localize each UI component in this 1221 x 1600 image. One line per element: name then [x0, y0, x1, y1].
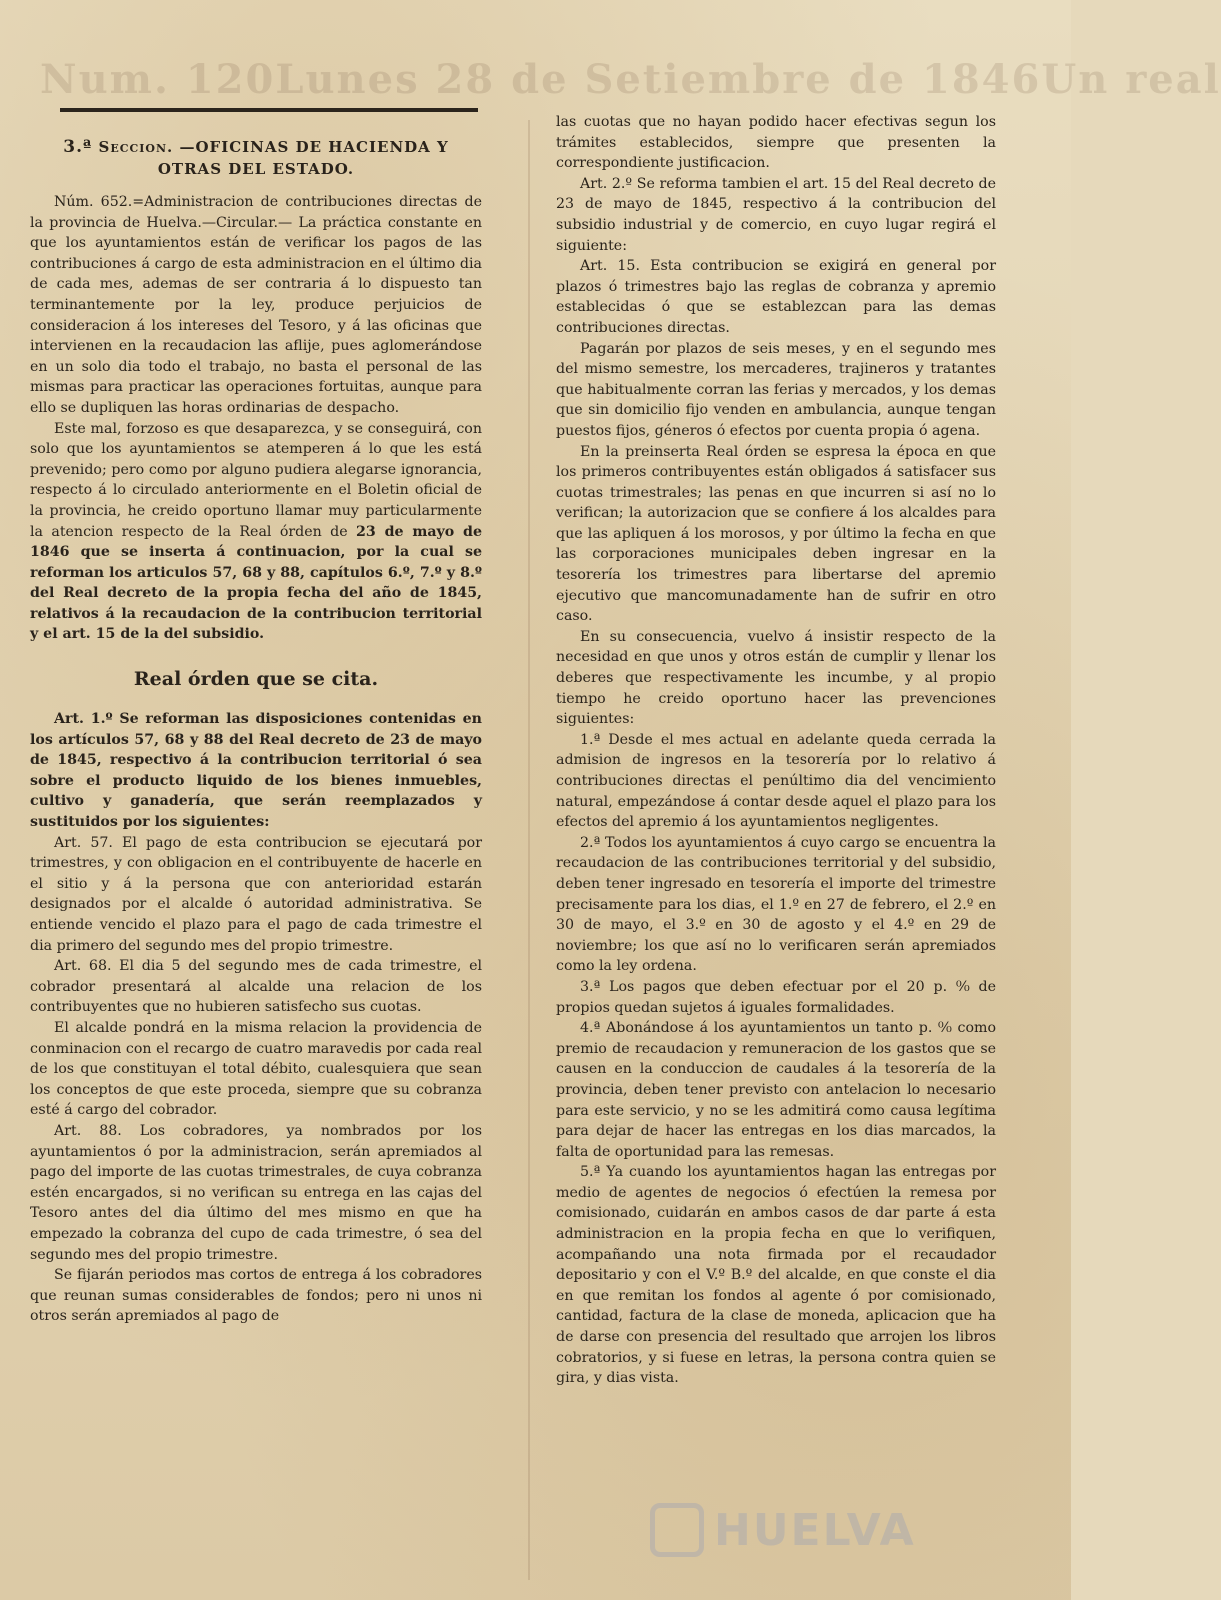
paragraph-2-bold: 23 de mayo de 1846 que se inserta á continuacion, por la cual se reforman los articulos 57, 68 y 88, capítulos 6.º, 7.º y 8.º del Real decreto de la propia fecha del año de 1845, relativos á la recaudacion de la contribucion territorial y el art. 15 de la del subsidio.: [30, 523, 482, 643]
article-15-continued: Pagarán por plazos de seis meses, y en el segundo mes del mismo semestre, los mercaderes, trajineros y tratantes que habitualmente corran las ferias y mercados, y los demas que sin domicilio fijo venden en ambulancia, aunque tengan puestos fijos, géneros ó efectos por cuenta propia ó agena.: [556, 340, 996, 439]
section-title-line2: OTRAS DEL ESTADO.: [157, 160, 355, 178]
provision-5: 5.ª Ya cuando los ayuntamientos hagan las entregas por medio de agentes de negocios ó efectúen la remesa por comisionado, cuidarán en ambos casos de dar parte á esta administracion en la propia fecha en que lo verifiquen, acompañando una nota firmada por el recaudador depositario y con el V.º B.º del alcalde, en que conste el dia en que remitan los fondos al agente ó por comisionado, cantidad, factura de la clase de moneda, aplicacion que ha de darse con presencia del resultado que arrojen los libros cobratorios, y si fuese en letras, la persona contra quien se gira, y dias vista.: [556, 1164, 996, 1387]
article-68: Art. 68. El dia 5 del segundo mes de cada trimestre, el cobrador presentará al alcalde una relacion de los contribuyentes que no hubieren satisfecho sus cuotas.: [30, 958, 482, 1016]
article-2: Art. 2.º Se reforma tambien el art. 15 del Real decreto de 23 de mayo de 1845, respectivo á la contribucion del subsidio industrial y de comercio, en cuyo lugar regirá el siguiente:: [556, 175, 996, 254]
right-column: [556, 112, 996, 1389]
real-orden-heading: Real órden que se cita.: [133, 668, 379, 691]
article-15: Art. 15. Esta contribucion se exigirá en general por plazos ó trimestres bajo las reglas de cobranza y apremio establecidas ó que se establezcan para las demas contribuciones directas.: [556, 258, 996, 336]
article-88-continued: Se fijarán periodos mas cortos de entrega á los cobradores que reunan sumas considerables de fondos; pero ni unos ni otros serán apremiados al pago de: [30, 1267, 482, 1325]
section-title-line1: —OFICINAS DE HACIENDA Y: [179, 138, 449, 156]
watermark-text: HUELVA: [714, 1504, 916, 1556]
masthead-bleedthrough: [40, 56, 1221, 103]
provision-2: 2.ª Todos los ayuntamientos á cuyo cargo se encuentra la recaudacion de las contribuciones territorial y del subsidio, deben tener ingresado en tesorería el importe del trimestre precisamente para los dias, el 1.º en 27 de febrero, el 2.º en 30 de mayo, el 3.º en 30 de agosto y el 4.º en 29 de noviembre; los que así no lo verificaren serán apremiados como la ley ordena.: [556, 834, 996, 975]
section-title: [30, 136, 482, 180]
circular-paragraph-1: Núm. 652.=Administracion de contribuciones directas de la provincia de Huelva.—Circular.— La práctica constante en que los ayuntamientos están de verificar los pagos de las contribuciones á cargo de esta administracion en el último dia de cada mes, ademas de ser contraria á lo dispuesto tan terminantemente por la ley, produce perjuicios de consideracion á los intereses del Tesoro, y á las oficinas que intervienen en la recaudacion las aflije, pues aglomerándose en un solo dia todo el trabajo, no basta el personal de las mismas para practicar las operaciones fortuitas, aunque para ello se dupliquen las horas ordinarias de despacho.: [30, 194, 482, 416]
article-1: Art. 1.º Se reforman las disposiciones contenidas en los artículos 57, 68 y 88 del Real decreto de 23 de mayo de 1845, respectivo á la contribucion territorial ó sea sobre el producto liquido de los bienes inmuebles, cultivo y ganadería, que serán reemplazados y sustituidos por los siguientes:: [30, 711, 482, 831]
ghost-date: Lunes 28 de Setiembre de 1846: [275, 56, 1042, 103]
commentary-paragraph-1: En la preinserta Real órden se espresa la época en que los primeros contribuyentes están obligados á satisfacer sus cuotas trimestrales; las penas en que incurren si así no lo verifican; la autorizacion que se confiere á los alcaldes para que las apliquen á los morosos, y por último la fecha en que las corporaciones municipales deben ingresar en la tesorería los trimestres para libertarse del apremio ejecutivo que mancomunadamente han de sufrir en otro caso.: [556, 443, 996, 625]
ghost-number: Num. 120: [40, 56, 276, 103]
provision-1: 1.ª Desde el mes actual en adelante queda cerrada la admision de ingresos en la tesorería por lo relativo á contribuciones directas el penúltimo dia del vencimiento natural, empezándose á contar desde aquel el plazo para los efectos del apremio á los ayuntamientos negligentes.: [556, 731, 996, 831]
header-rule: [60, 108, 478, 112]
commentary-paragraph-2: En su consecuencia, vuelvo á insistir respecto de la necesidad en que unos y otros están de cumplir y llenar los deberes que respectivamente les incumbe, y al propio tiempo he creido oportuno hacer las prevenciones siguientes:: [556, 628, 996, 728]
provision-4: 4.ª Abonándose á los ayuntamientos un tanto p. ⁰⁄₀ como premio de recaudacion y remuneracion de los gastos que se causen en la conduccion de caudales á la tesorería de la provincia, deben tener previsto con antelacion lo necesario para este servicio, y no se les admitirá como causa legítima para dejar de hacer las entregas en los dias marcados, la falta de oportunidad para las remesas.: [556, 1020, 996, 1160]
section-number: 3.ª: [63, 137, 93, 157]
article-57: Art. 57. El pago de esta contribucion se ejecutará por trimestres, y con obligacion en el contribuyente de hacerle en el sitio y á la persona que con anterioridad estarán designados por el alcalde ó autoridad administrativa. Se entiende vencido el plazo para el pago de cada trimestre el dia primero del segundo mes del propio trimestre.: [30, 834, 482, 954]
left-column: [30, 136, 482, 1327]
circular-paragraph-2: [30, 419, 482, 646]
section-label: Seccion.: [98, 138, 174, 156]
article-88: Art. 88. Los cobradores, ya nombrados por los ayuntamientos ó por la administracion, serán apremiados al pago del importe de las cuotas trimestrales, de cuya cobranza estén encargados, si no verifican su entrega en las cajas del Tesoro antes del dia último del mes mismo en que ha empezado la cobranza del cupo de cada trimestre, ó sea del segundo mes del propio trimestre.: [30, 1122, 482, 1263]
provision-3: 3.ª Los pagos que deben efectuar por el 20 p. ⁰⁄₀ de propios quedan sujetos á iguales formalidades.: [556, 978, 996, 1016]
watermark-logo-icon: [650, 1503, 704, 1557]
ghost-edition: Un real: [1041, 56, 1221, 103]
archive-watermark: [650, 1500, 980, 1560]
column-divider: [528, 120, 530, 1580]
article-68-continued: El alcalde pondrá en la misma relacion la providencia de conminacion con el recargo de cuatro maravedis por cada real de los que constituyan el total débito, cualesquiera que sean los conceptos de que este proceda, siempre que su cobranza esté á cargo del cobrador.: [30, 1019, 482, 1119]
continuation-paragraph: las cuotas que no hayan podido hacer efectivas segun los trámites establecidos, siempre que presenten la correspondiente justificacion.: [556, 114, 996, 172]
paragraph-2-text: Este mal, forzoso es que desaparezca, y se conseguirá, con solo que los ayuntamientos se atemperen á lo que les está prevenido; pero como por alguno pudiera alegarse ignorancia, respecto á lo circulado anteriormente en el Boletin oficial de la provincia, he creido oportuno llamar muy particularmente la atencion respecto de la Real órden de: [30, 420, 482, 540]
